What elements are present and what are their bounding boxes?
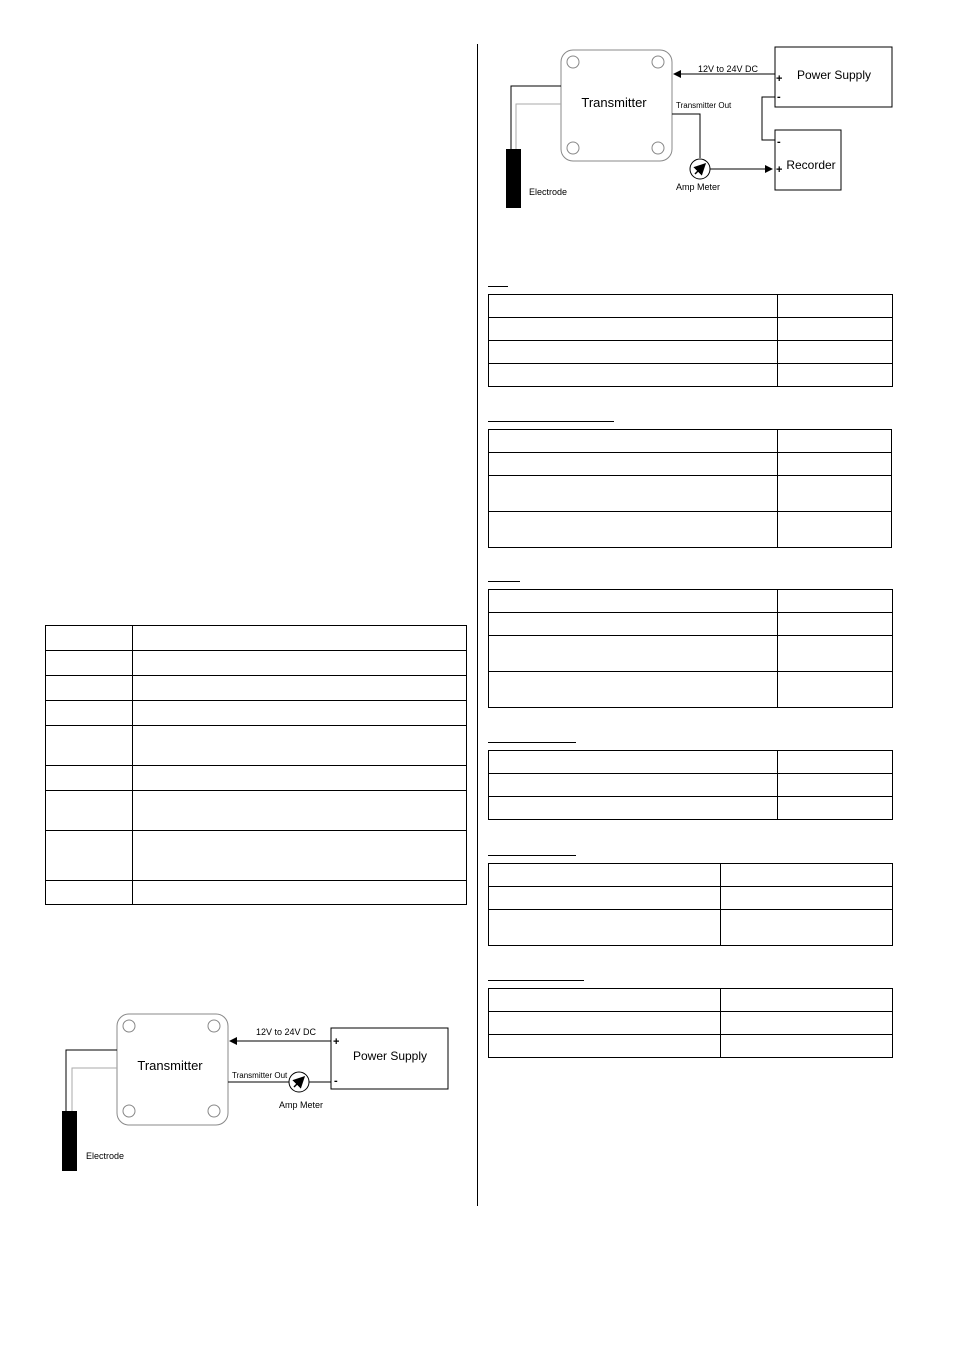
electrode-wire — [516, 104, 561, 149]
table-cell — [778, 476, 892, 512]
table-row — [489, 1012, 893, 1035]
table-cell — [778, 636, 893, 672]
table-cell — [46, 791, 133, 831]
table-cell — [46, 726, 133, 766]
column-divider — [477, 44, 478, 1206]
table-row — [489, 751, 893, 774]
electrode-wire — [66, 1050, 117, 1111]
table-cell — [778, 430, 892, 453]
table-cell — [489, 1012, 721, 1035]
table-cell — [721, 1012, 893, 1035]
table-cell — [721, 887, 893, 910]
section-heading-underline — [488, 742, 576, 743]
table-cell — [489, 430, 778, 453]
table-cell — [133, 726, 467, 766]
table-cell — [133, 791, 467, 831]
table-row — [489, 797, 893, 820]
left-table — [45, 625, 467, 905]
section-heading-underline — [488, 855, 576, 856]
table-cell — [133, 676, 467, 701]
table-cell — [489, 864, 721, 887]
table-row — [46, 626, 467, 651]
amp-meter-label: Amp Meter — [279, 1100, 324, 1110]
table-cell — [489, 1035, 721, 1058]
table-cell — [489, 512, 778, 548]
table-row — [489, 430, 892, 453]
transmitter-out-label: Transmitter Out — [232, 1071, 288, 1080]
ground-wire — [762, 97, 775, 140]
table-cell — [778, 512, 892, 548]
spec-table-1 — [488, 294, 893, 387]
table-cell — [721, 1035, 893, 1058]
table-cell — [489, 797, 778, 820]
table-cell — [778, 797, 893, 820]
table-cell — [489, 476, 778, 512]
electrode-label: Electrode — [86, 1151, 125, 1161]
table-row — [489, 476, 892, 512]
wiring-diagram-with-recorder — [480, 40, 910, 220]
table-row — [489, 364, 893, 387]
section-heading-underline — [488, 286, 508, 287]
table-cell — [489, 590, 778, 613]
table-cell — [133, 626, 467, 651]
minus-terminal: - — [777, 136, 781, 148]
table-cell — [778, 341, 893, 364]
table-row — [489, 318, 893, 341]
electrode — [506, 149, 521, 208]
table-cell — [721, 989, 893, 1012]
table-cell — [778, 672, 893, 708]
table-cell — [46, 831, 133, 881]
table-cell — [133, 881, 467, 905]
table-row — [46, 881, 467, 905]
table-cell — [46, 701, 133, 726]
table-row — [46, 651, 467, 676]
table-cell — [489, 672, 778, 708]
table-cell — [489, 364, 778, 387]
table-row — [46, 701, 467, 726]
table-cell — [489, 751, 778, 774]
wiring-diagram-basic — [55, 1005, 460, 1180]
table-row — [489, 989, 893, 1012]
table-cell — [778, 318, 893, 341]
table-cell — [489, 341, 778, 364]
voltage-label: 12V to 24V DC — [698, 64, 759, 74]
table-cell — [721, 910, 893, 946]
table-cell — [46, 676, 133, 701]
table-row — [489, 887, 893, 910]
table-cell — [46, 766, 133, 791]
spec-table-5 — [488, 863, 893, 946]
amp-meter-label: Amp Meter — [676, 182, 721, 192]
table-cell — [489, 887, 721, 910]
table-cell — [133, 766, 467, 791]
spec-table-2 — [488, 429, 892, 548]
table-cell — [778, 613, 893, 636]
electrode-label: Electrode — [529, 187, 568, 197]
table-row — [46, 831, 467, 881]
table-row — [489, 613, 893, 636]
table-row — [46, 726, 467, 766]
spec-table-6 — [488, 988, 893, 1058]
table-cell — [489, 774, 778, 797]
table-row — [489, 636, 893, 672]
table-row — [489, 295, 893, 318]
table-cell — [489, 318, 778, 341]
section-heading-underline — [488, 421, 614, 422]
table-cell — [46, 626, 133, 651]
table-cell — [46, 881, 133, 905]
table-row — [46, 676, 467, 701]
section-heading-underline — [488, 980, 584, 981]
power-supply-label: Power Supply — [352, 1049, 428, 1063]
table-cell — [489, 613, 778, 636]
plus-terminal: + — [333, 1036, 340, 1048]
table-row — [46, 766, 467, 791]
table-row — [489, 453, 892, 476]
transmitter-out-label: Transmitter Out — [676, 101, 732, 110]
table-cell — [778, 295, 893, 318]
minus-terminal: - — [334, 1075, 338, 1087]
plus-terminal: + — [776, 73, 783, 85]
minus-terminal: - — [777, 91, 781, 103]
table-cell — [778, 751, 893, 774]
spec-table-4 — [488, 750, 893, 820]
table-row — [489, 864, 893, 887]
table-cell — [489, 910, 721, 946]
table-cell — [721, 864, 893, 887]
electrode — [62, 1111, 77, 1171]
spec-table-3 — [488, 589, 893, 708]
electrode-wire — [72, 1068, 117, 1111]
table-row — [489, 1035, 893, 1058]
transmitter-label: Transmitter — [137, 1058, 203, 1073]
plus-terminal: + — [776, 164, 783, 176]
table-cell — [133, 831, 467, 881]
electrode-wire — [511, 86, 561, 149]
voltage-label: 12V to 24V DC — [256, 1027, 317, 1037]
table-cell — [489, 453, 778, 476]
table-row — [489, 341, 893, 364]
power-supply-label: Power Supply — [796, 68, 872, 82]
table-cell — [778, 774, 893, 797]
table-cell — [778, 453, 892, 476]
table-row — [489, 910, 893, 946]
transmitter-out-wire — [672, 114, 700, 158]
table-cell — [489, 989, 721, 1012]
table-row — [489, 590, 893, 613]
table-cell — [778, 590, 893, 613]
table-cell — [46, 651, 133, 676]
table-row — [489, 512, 892, 548]
table-row — [46, 791, 467, 831]
section-heading-underline — [488, 581, 520, 582]
transmitter-label: Transmitter — [581, 95, 647, 110]
table-row — [489, 774, 893, 797]
table-cell — [489, 295, 778, 318]
recorder-label: Recorder — [786, 158, 836, 172]
table-cell — [133, 651, 467, 676]
table-cell — [489, 636, 778, 672]
table-cell — [133, 701, 467, 726]
table-row — [489, 672, 893, 708]
table-cell — [778, 364, 893, 387]
